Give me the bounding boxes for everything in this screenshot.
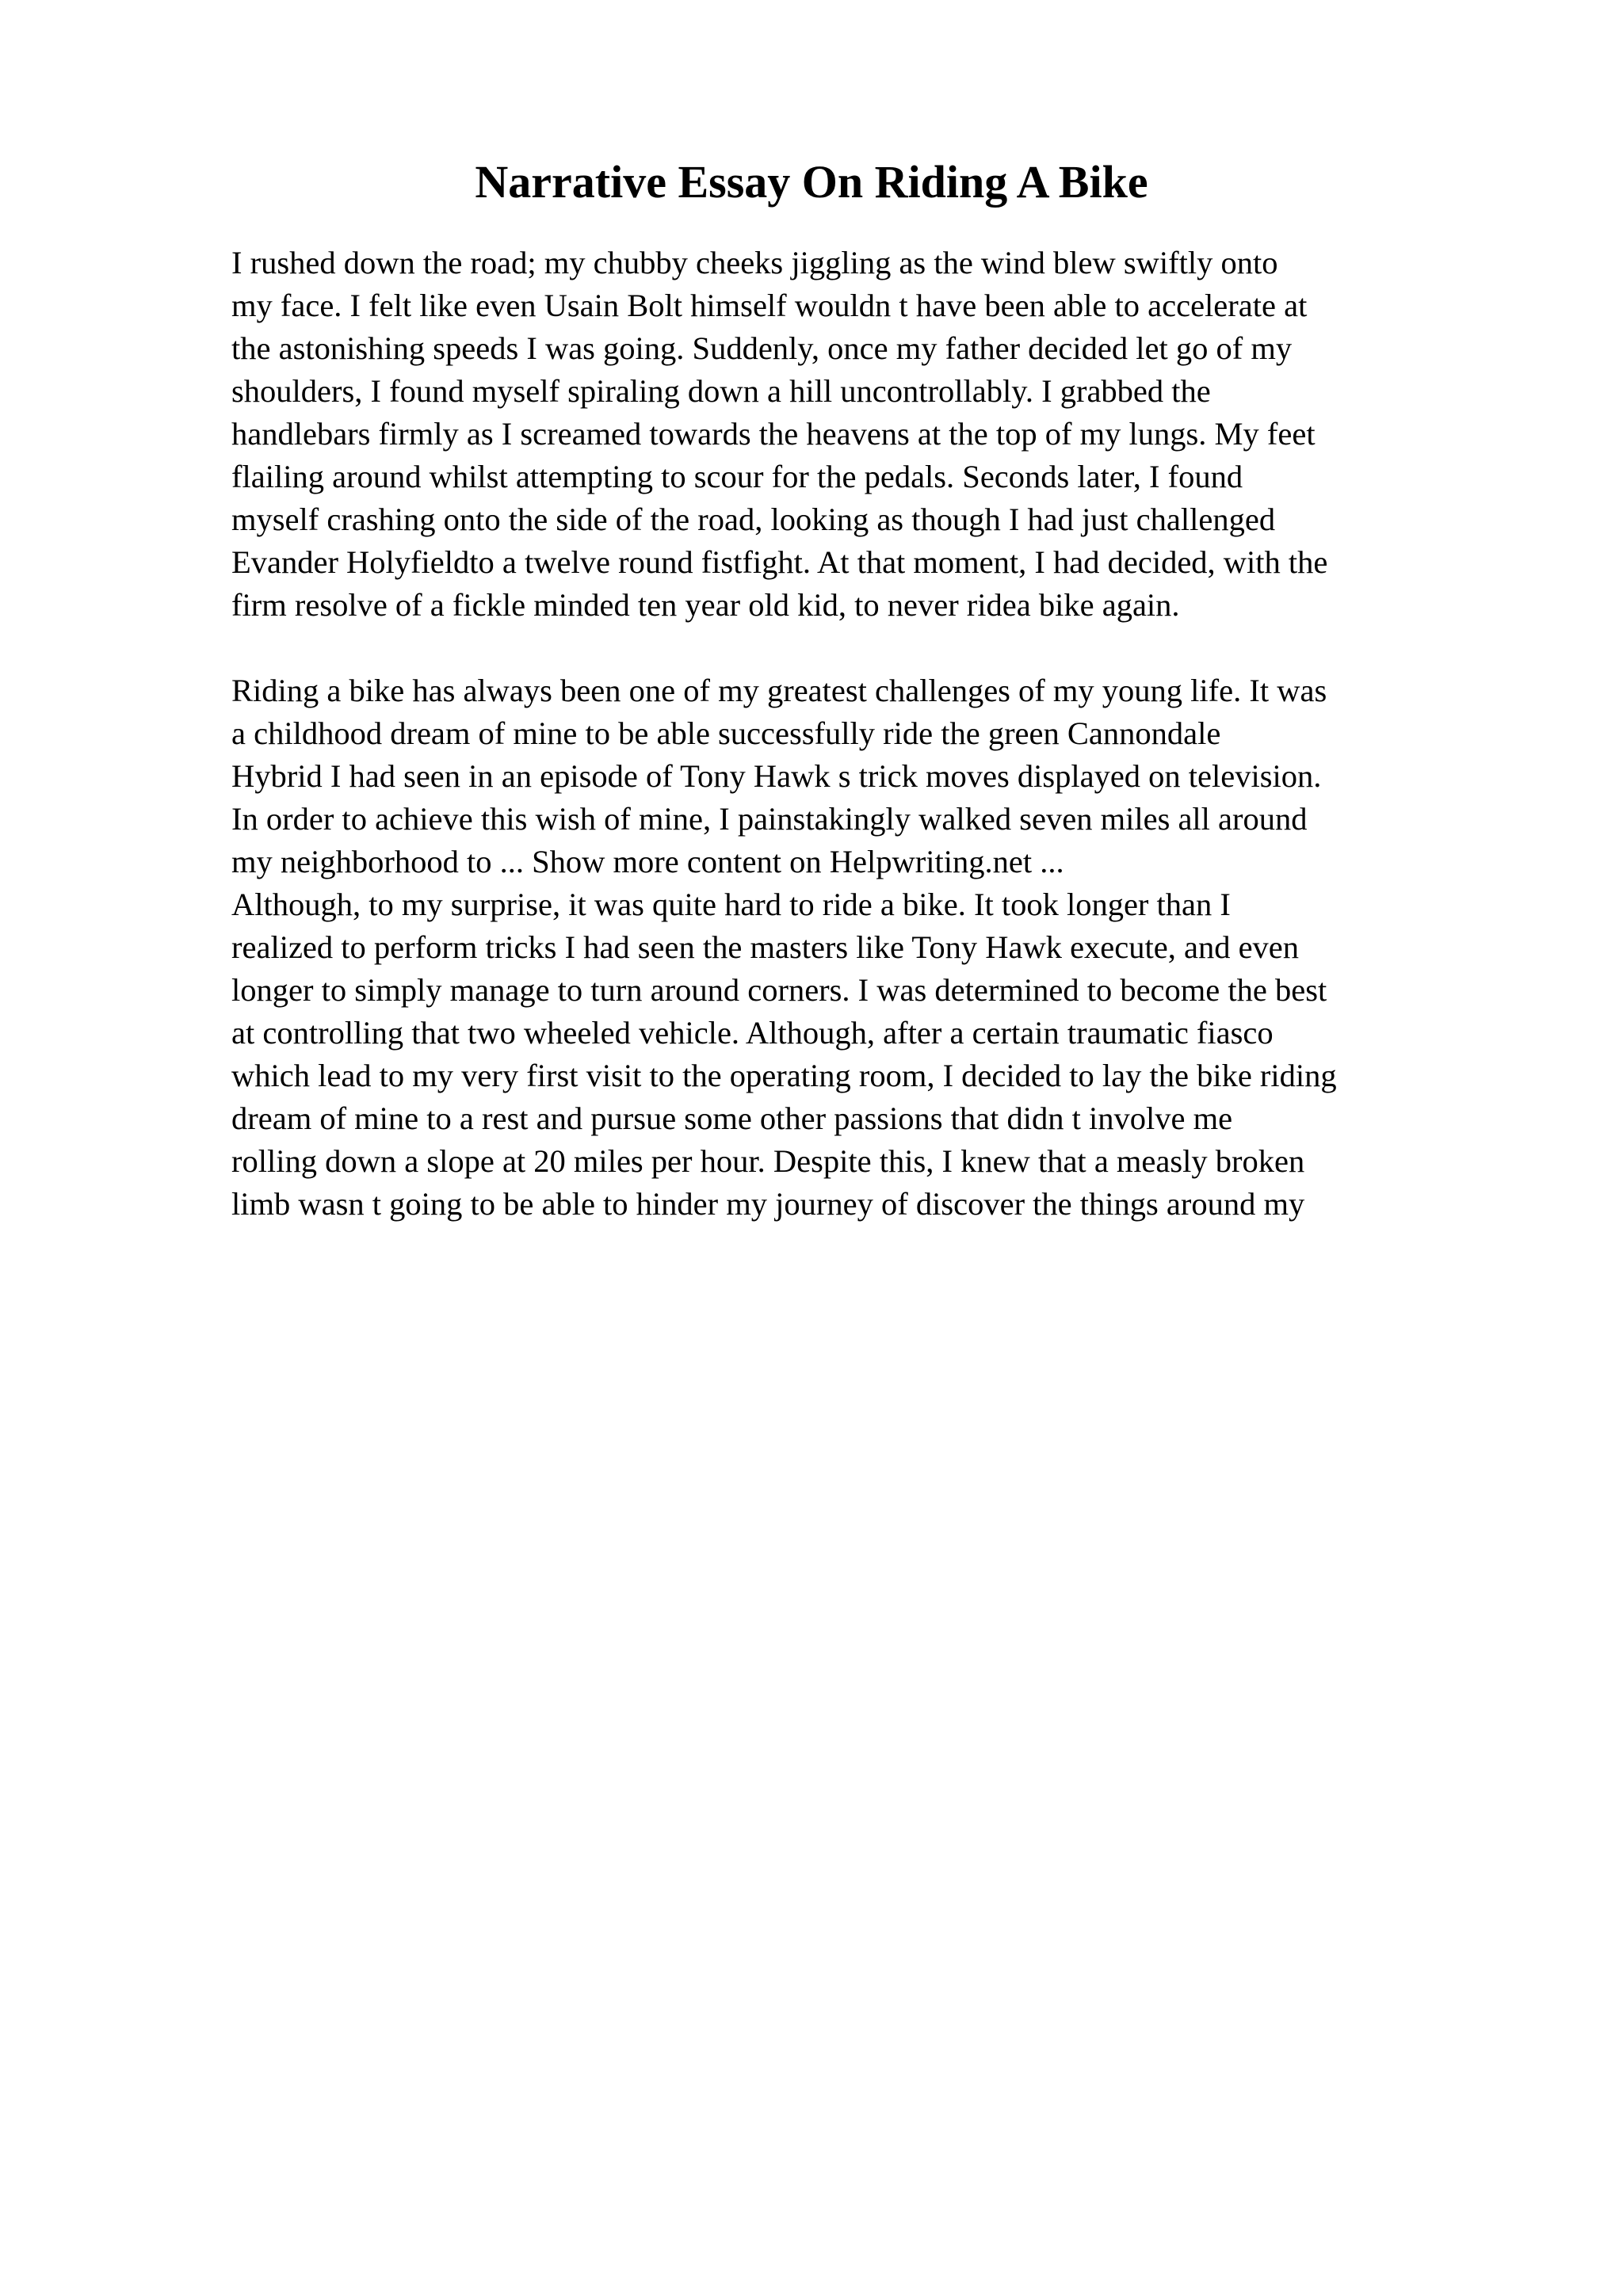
text-line: rolling down a slope at 20 miles per hour. Despite this, I knew that a measly broken <box>231 1143 1305 1179</box>
text-line: the astonishing speeds I was going. Suddenly, once my father decided let go of my <box>231 330 1293 366</box>
text-line: handlebars firmly as I screamed towards the heavens at the top of my lungs. My feet <box>231 416 1316 452</box>
paragraph-spacer <box>231 627 1515 669</box>
text-line: my neighborhood to ... Show more content on Helpwriting.net ... <box>231 844 1064 879</box>
text-line: longer to simply manage to turn around corners. I was determined to become the best <box>231 972 1327 1008</box>
text-line: In order to achieve this wish of mine, I painstakingly walked seven miles all around <box>231 801 1308 837</box>
text-line: which lead to my very first visit to the operating room, I decided to lay the bike riding <box>231 1058 1337 1093</box>
text-line: firm resolve of a fickle minded ten year old kid, to never ridea bike again. <box>231 587 1180 623</box>
text-line: Riding a bike has always been one of my greatest challenges of my young life. It was <box>231 673 1327 708</box>
text-line: I rushed down the road; my chubby cheeks jiggling as the wind blew swiftly onto <box>231 245 1278 280</box>
paragraph-3 <box>231 883 1515 1226</box>
text-line: flailing around whilst attempting to scour for the pedals. Seconds later, I found <box>231 459 1243 494</box>
document-title: Narrative Essay On Riding A Bike <box>475 156 1148 208</box>
text-line: Hybrid I had seen in an episode of Tony Hawk s trick moves displayed on television. <box>231 758 1322 794</box>
text-line: myself crashing onto the side of the road, looking as though I had just challenged <box>231 502 1276 537</box>
essay-body <box>231 242 1515 1226</box>
paragraph-1 <box>231 242 1515 627</box>
text-line: shoulders, I found myself spiraling down a hill uncontrollably. I grabbed the <box>231 373 1211 409</box>
text-line: a childhood dream of mine to be able successfully ride the green Cannondale <box>231 715 1221 751</box>
paragraph-2 <box>231 669 1515 883</box>
text-line: at controlling that two wheeled vehicle. Although, after a certain traumatic fiasco <box>231 1015 1274 1051</box>
text-line: my face. I felt like even Usain Bolt himself wouldn t have been able to accelerate at <box>231 288 1308 323</box>
text-line: Although, to my surprise, it was quite hard to ride a bike. It took longer than I <box>231 887 1231 922</box>
text-line: realized to perform tricks I had seen the masters like Tony Hawk execute, and even <box>231 929 1300 965</box>
text-line: dream of mine to a rest and pursue some other passions that didn t involve me <box>231 1100 1233 1136</box>
text-line: Evander Holyfieldto a twelve round fistfight. At that moment, I had decided, with the <box>231 544 1328 580</box>
text-line: limb wasn t going to be able to hinder my journey of discover the things around my <box>231 1186 1305 1222</box>
